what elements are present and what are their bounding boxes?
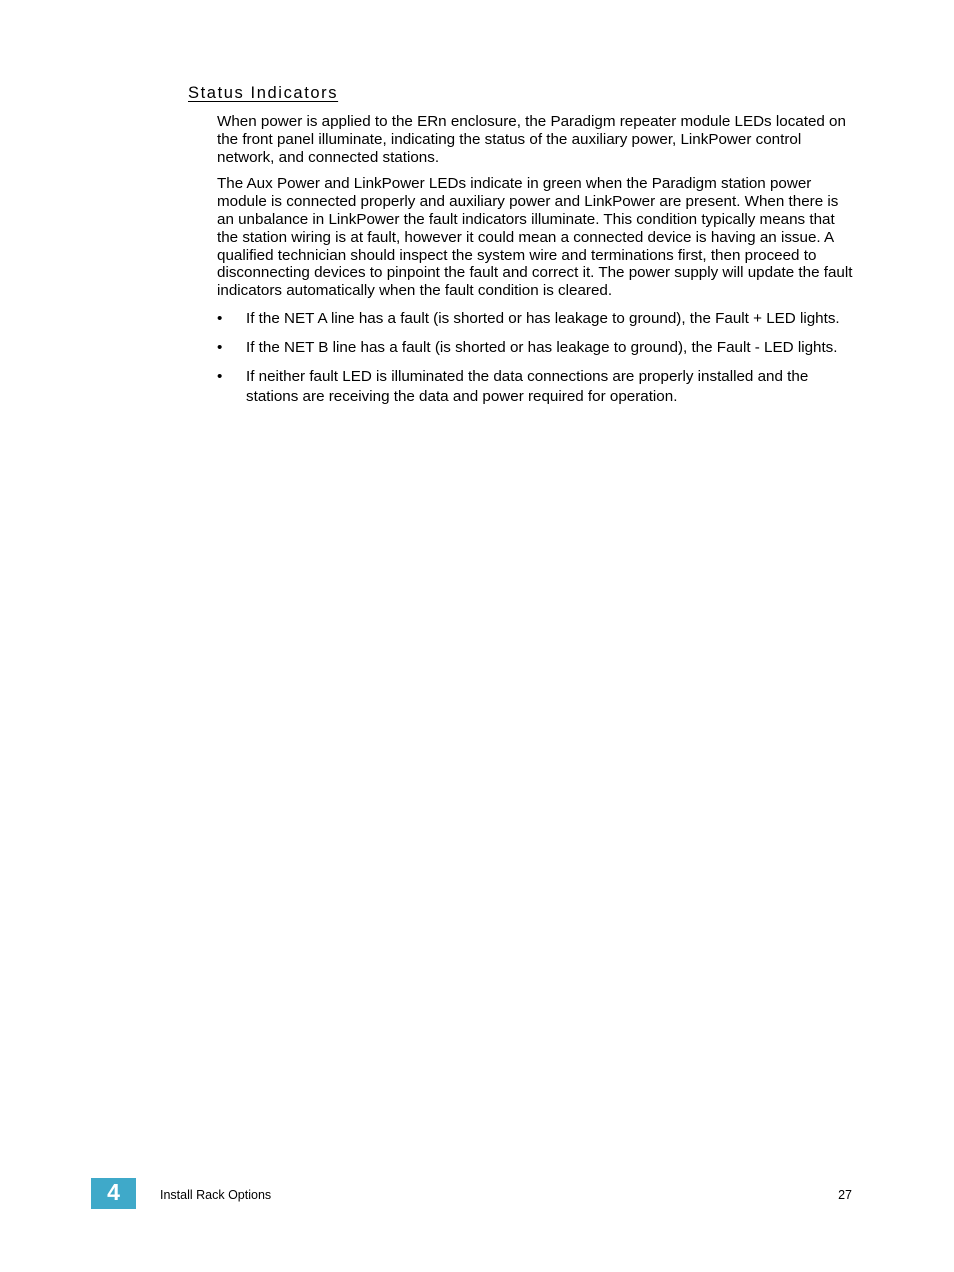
list-item	[217, 367, 857, 407]
list-item-text: If neither fault LED is illuminated the data connections are properly installed and the stations are receiving the data and power required for operation.	[246, 367, 809, 405]
list-item-text: If the NET B line has a fault (is shorted or has leakage to ground), the Fault - LED lights.	[246, 338, 838, 356]
list-item	[217, 309, 857, 329]
section-body	[217, 113, 857, 416]
fault-conditions-list	[217, 309, 857, 407]
list-item	[217, 338, 857, 358]
bullet-icon: •	[217, 367, 223, 385]
led-description-paragraph: The Aux Power and LinkPower LEDs indicate in green when the Paradigm station power module is connected properly and auxiliary power and LinkPower are present. When there is an unbalance in LinkPower the fault indicators illuminate. This condition typically means that the station wiring is at fault, however it could mean a connected device is having an issue. A qualified technician should inspect the system wire and terminations first, then proceed to disconnecting devices to pinpoint the fault and correct it. The power supply will update the fault indicators automatically when the fault condition is cleared.	[217, 175, 853, 300]
section-heading: Status Indicators	[188, 84, 339, 102]
intro-paragraph: When power is applied to the ERn enclosure, the Paradigm repeater module LEDs located on the front panel illuminate, indicating the status of the auxiliary power, LinkPower control network, and connected stations.	[217, 113, 846, 166]
page-number: 27	[838, 1188, 852, 1202]
chapter-number-badge: 4	[91, 1178, 136, 1209]
list-item-text: If the NET A line has a fault (is shorted or has leakage to ground), the Fault + LED lights.	[246, 309, 840, 327]
chapter-title: Install Rack Options	[160, 1188, 272, 1202]
bullet-icon: •	[217, 309, 223, 327]
bullet-icon: •	[217, 338, 223, 356]
